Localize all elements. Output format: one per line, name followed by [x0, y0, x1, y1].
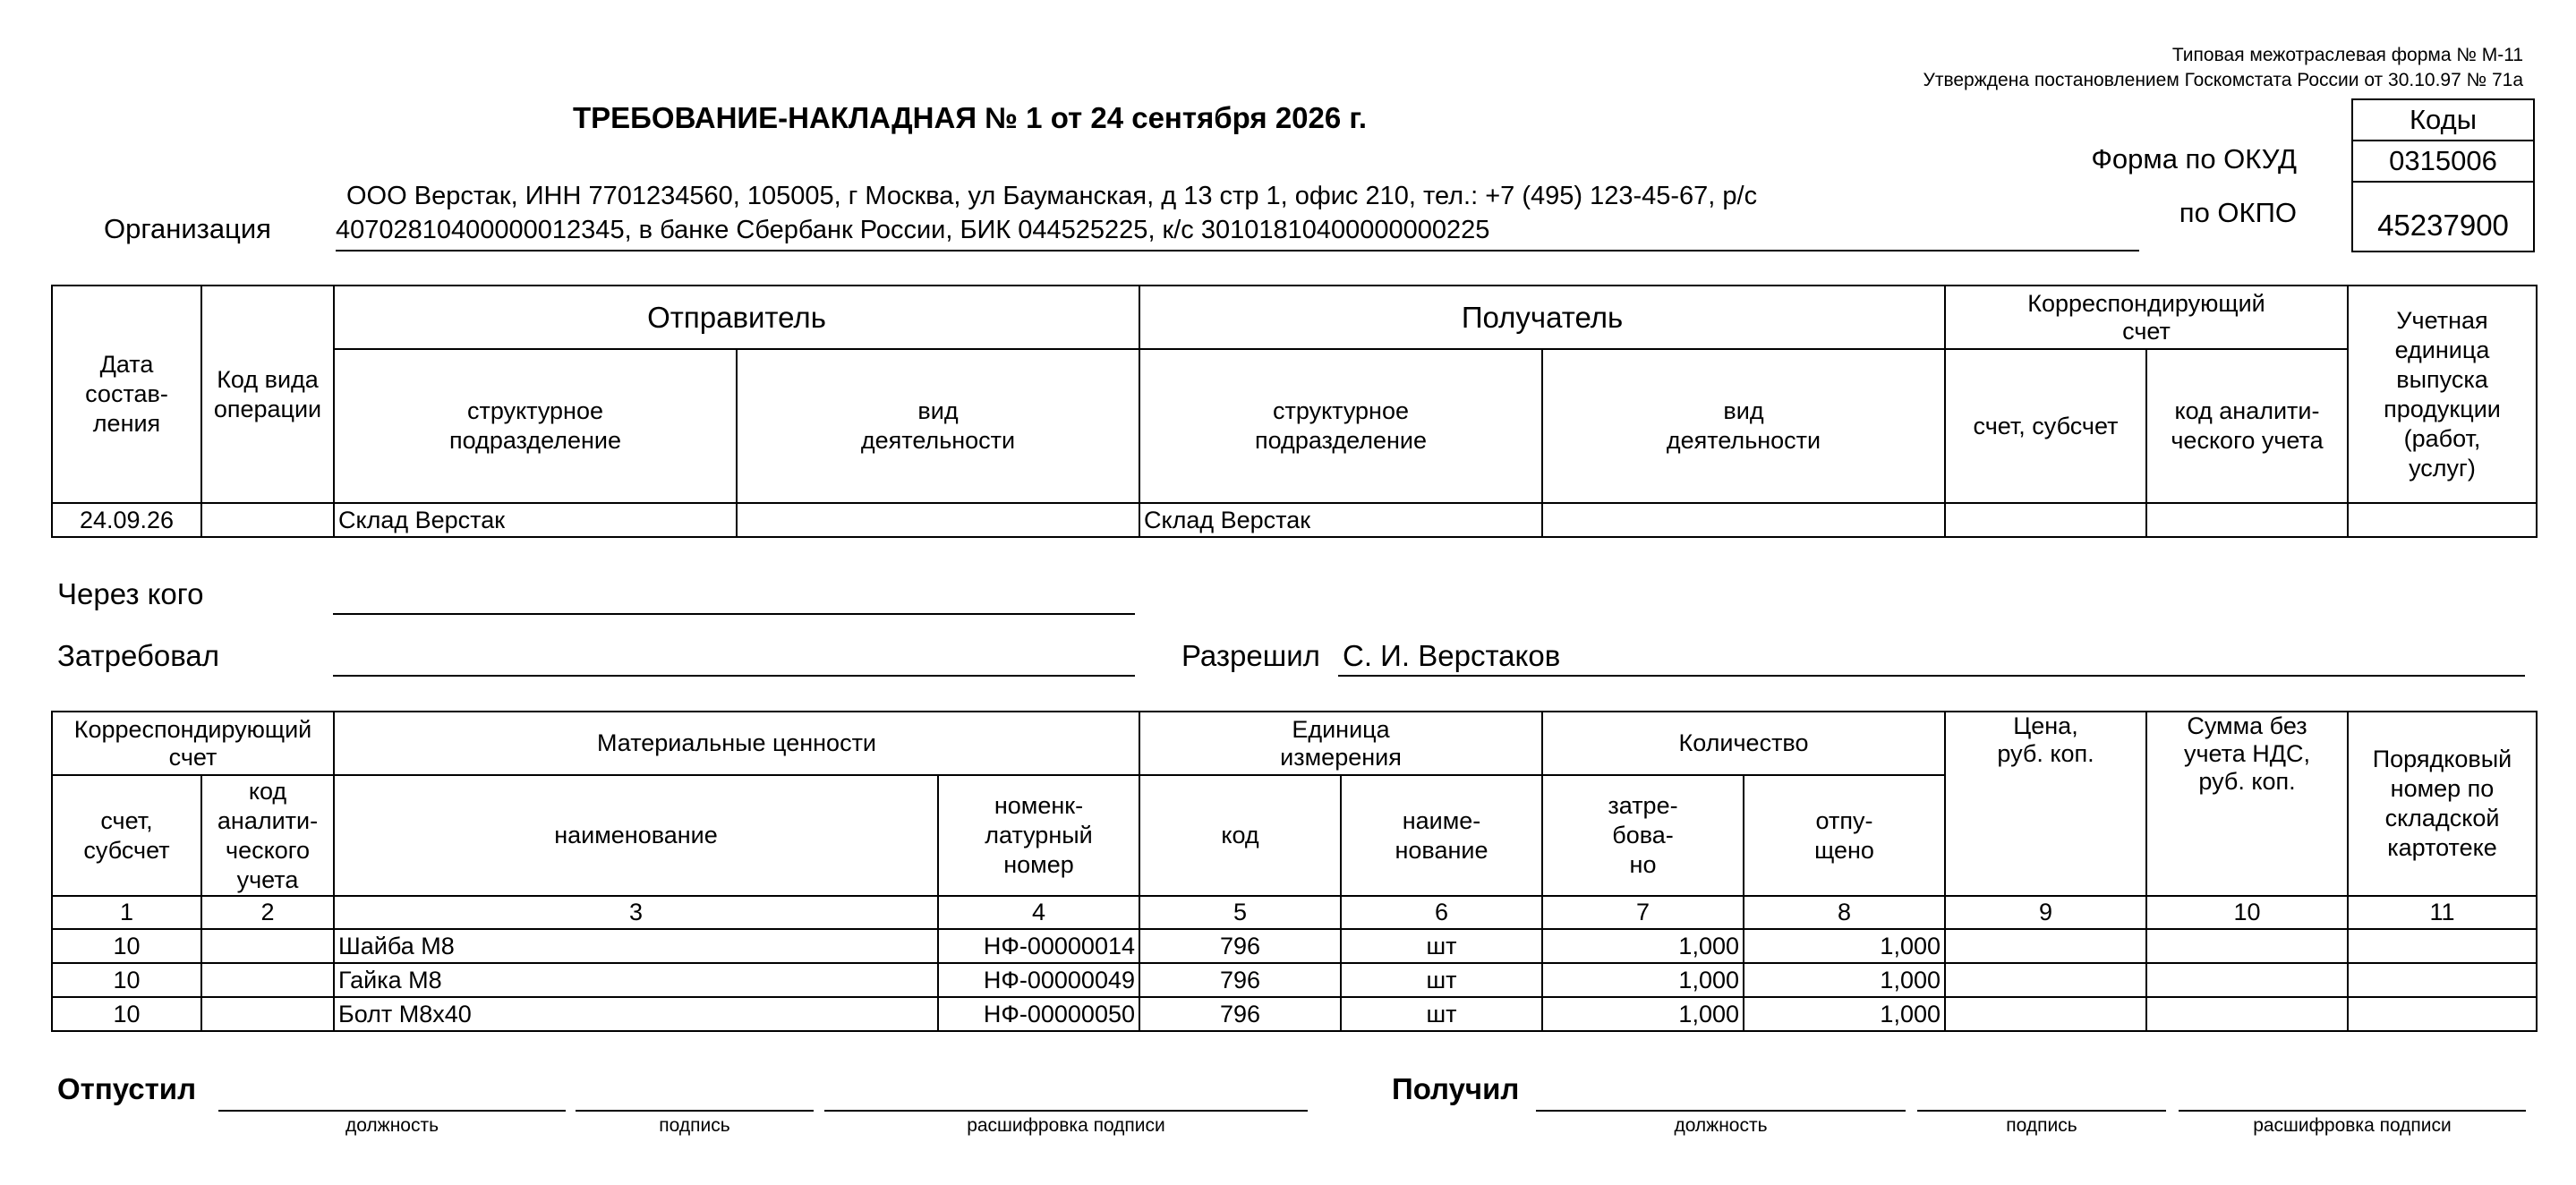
header-sender-struct: структурное подразделение — [334, 349, 737, 503]
items-header-requested: затре- бова- но — [1542, 775, 1744, 896]
cell-name: Гайка М8 — [334, 963, 938, 997]
items-header-corr: Корреспондирующий счет — [52, 712, 334, 775]
okpo-value: 45237900 — [2377, 209, 2509, 242]
cell-account: 10 — [52, 997, 201, 1031]
cell-released: 1,000 — [1744, 963, 1945, 997]
cell-date: 24.09.26 — [52, 503, 201, 537]
cell-receiver-struct: Склад Верстак — [1139, 503, 1542, 537]
col-number: 11 — [2348, 896, 2537, 929]
items-header-materials: Материальные ценности — [334, 712, 1139, 775]
released-signature-line — [576, 1110, 814, 1112]
through-label: Через кого — [57, 577, 204, 610]
cell-unit: шт — [1341, 963, 1542, 997]
cell-released: 1,000 — [1744, 997, 1945, 1031]
cell-price — [1945, 997, 2146, 1031]
items-header-nomen: номенк- латурный номер — [938, 775, 1139, 896]
col-number: 2 — [201, 896, 334, 929]
cell-sender-struct: Склад Верстак — [334, 503, 737, 537]
col-number: 6 — [1341, 896, 1542, 929]
cell-requested: 1,000 — [1542, 929, 1744, 963]
through-line — [333, 613, 1135, 615]
cell-requested: 1,000 — [1542, 997, 1744, 1031]
table-row — [52, 929, 2537, 963]
cell-card — [2348, 963, 2537, 997]
table-row — [52, 503, 2537, 537]
col-number: 10 — [2146, 896, 2348, 929]
received-by-label: Получил — [1392, 1072, 1520, 1105]
col-number: 3 — [334, 896, 938, 929]
cell-card — [2348, 929, 2537, 963]
okud-value: 0315006 — [2353, 141, 2533, 183]
cell-name: Шайба М8 — [334, 929, 938, 963]
allowed-value: С. И. Верстаков — [1343, 639, 1561, 672]
items-header-card: Порядковый номер по складской картотеке — [2348, 712, 2537, 896]
received-position-line — [1536, 1110, 1906, 1112]
cell-price — [1945, 963, 2146, 997]
cell-analytic — [2146, 503, 2348, 537]
col-number: 9 — [1945, 896, 2146, 929]
approval-line: Утверждена постановлением Госкомстата России от 30.10.97 № 71а — [1923, 70, 2523, 90]
cell-unit — [2348, 503, 2537, 537]
cell-account — [1945, 503, 2146, 537]
released-decoding-caption: расшифровка подписи — [967, 1115, 1165, 1136]
okud-label: Форма по ОКУД — [2091, 143, 2297, 175]
cell-account: 10 — [52, 963, 201, 997]
items-header-sum: Сумма без учета НДС, руб. коп. — [2146, 712, 2348, 896]
header-sender: Отправитель — [334, 286, 1139, 349]
allowed-line — [1338, 675, 2525, 677]
col-number: 5 — [1139, 896, 1341, 929]
cell-nomen: НФ-00000014 — [938, 929, 1139, 963]
items-table — [51, 711, 2538, 1032]
header-receiver: Получатель — [1139, 286, 1945, 349]
released-decoding-line — [824, 1110, 1308, 1112]
codes-box — [2351, 98, 2535, 252]
cell-receiver-activity — [1542, 503, 1945, 537]
header-receiver-activity: вид деятельности — [1542, 349, 1945, 503]
items-header-analytic: код аналити- ческого учета — [201, 775, 334, 896]
items-header-price: Цена, руб. коп. — [1945, 712, 2146, 896]
header-receiver-struct: структурное подразделение — [1139, 349, 1542, 503]
cell-op-code — [201, 503, 334, 537]
released-signature-caption: подпись — [659, 1115, 730, 1136]
items-header-released: отпу- щено — [1744, 775, 1945, 896]
cell-released: 1,000 — [1744, 929, 1945, 963]
cell-code: 796 — [1139, 997, 1341, 1031]
movement-table — [51, 285, 2538, 538]
cell-account: 10 — [52, 929, 201, 963]
organization-line-1: ООО Верстак, ИНН 7701234560, 105005, г Москва, ул Бауманская, д 13 стр 1, офис 210, тел.: +7 (495) 123-45-67, р/с — [346, 182, 1758, 210]
released-by-label: Отпустил — [57, 1072, 197, 1105]
items-header-unit-name: наиме- нование — [1341, 775, 1542, 896]
form-type-line: Типовая межотраслевая форма № М-11 — [2171, 45, 2523, 65]
col-number: 4 — [938, 896, 1139, 929]
header-corr-account: Корреспондирующий счет — [1945, 286, 2348, 349]
requested-line — [333, 675, 1135, 677]
cell-code: 796 — [1139, 929, 1341, 963]
cell-analytic — [201, 963, 334, 997]
table-row — [52, 963, 2537, 997]
items-header-code: код — [1139, 775, 1341, 896]
cell-unit: шт — [1341, 997, 1542, 1031]
cell-nomen: НФ-00000049 — [938, 963, 1139, 997]
header-unit: Учетная единица выпуска продукции (работ, услуг) — [2348, 286, 2537, 503]
organization-details — [336, 179, 1757, 247]
cell-code: 796 — [1139, 963, 1341, 997]
okpo-label: по ОКПО — [2179, 197, 2297, 228]
cell-requested: 1,000 — [1542, 963, 1744, 997]
document-title: ТРЕБОВАНИЕ-НАКЛАДНАЯ № 1 от 24 сентября 2026 г. — [573, 101, 1368, 134]
header-date: Дата состав- ления — [52, 286, 201, 503]
header-analytic: код аналити- ческого учета — [2146, 349, 2348, 503]
cell-sum — [2146, 997, 2348, 1031]
released-position-line — [218, 1110, 566, 1112]
header-sender-activity: вид деятельности — [737, 349, 1139, 503]
cell-nomen: НФ-00000050 — [938, 997, 1139, 1031]
organization-label: Организация — [104, 213, 271, 244]
cell-sender-activity — [737, 503, 1139, 537]
received-decoding-caption: расшифровка подписи — [2253, 1115, 2452, 1136]
items-header-unit: Единица измерения — [1139, 712, 1542, 775]
col-number: 1 — [52, 896, 201, 929]
cell-sum — [2146, 929, 2348, 963]
organization-underline — [336, 250, 2139, 251]
col-number: 8 — [1744, 896, 1945, 929]
column-numbers-row — [52, 896, 2537, 929]
items-header-name: наименование — [334, 775, 938, 896]
cell-price — [1945, 929, 2146, 963]
received-position-caption: должность — [1674, 1115, 1768, 1136]
allowed-label: Разрешил — [1181, 639, 1320, 672]
received-signature-line — [1917, 1110, 2166, 1112]
header-account: счет, субсчет — [1945, 349, 2146, 503]
items-header-qty: Количество — [1542, 712, 1945, 775]
requested-label: Затребовал — [57, 639, 220, 672]
col-number: 7 — [1542, 896, 1744, 929]
cell-name: Болт М8х40 — [334, 997, 938, 1031]
items-header-account: счет, субсчет — [52, 775, 201, 896]
table-row — [52, 997, 2537, 1031]
cell-analytic — [201, 929, 334, 963]
received-decoding-line — [2179, 1110, 2526, 1112]
cell-sum — [2146, 963, 2348, 997]
cell-unit: шт — [1341, 929, 1542, 963]
released-position-caption: должность — [345, 1115, 439, 1136]
codes-header: Коды — [2353, 100, 2533, 141]
cell-analytic — [201, 997, 334, 1031]
received-signature-caption: подпись — [2006, 1115, 2077, 1136]
header-operation-code: Код вида операции — [201, 286, 334, 503]
cell-card — [2348, 997, 2537, 1031]
organization-line-2: 40702810400000012345, в банке Сбербанк России, БИК 044525225, к/с 30101810400000000225 — [336, 216, 1490, 244]
